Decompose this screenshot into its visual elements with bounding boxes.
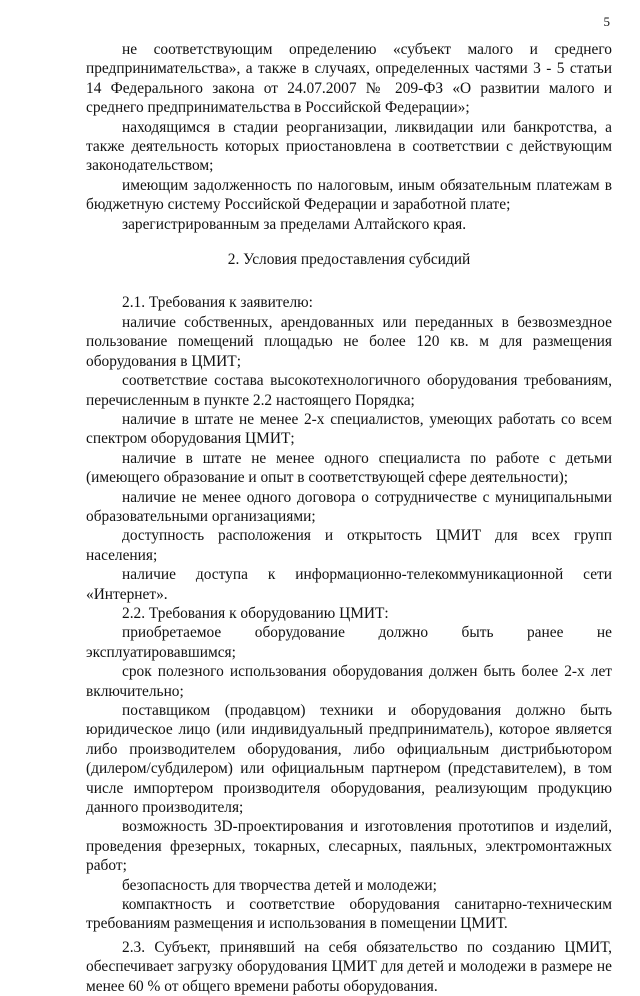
paragraph-reorganization: находящимся в стадии реорганизации, ликвидации или банкротства, а также деятельность которых приостановлена в соответствии с действующим законодательством; (86, 118, 612, 175)
equipment-new: приобретаемое оборудование должно быть ранее не эксплуатировавшимся; (86, 624, 612, 661)
equipment-compactness: компактность и соответствие оборудования санитарно-техническим требованиям размещения и использования в помещении ЦМИТ. (86, 896, 612, 933)
equipment-3d-capabilities: возможность 3D-проектирования и изготовления прототипов и изделий, проведения фрезерных, токарных, слесарных, паяльных, электромонтажных работ; (86, 818, 612, 875)
requirement-accessibility: доступность расположения и открытость ЦМИТ для всех групп населения; (86, 527, 612, 564)
paragraph-tax-debt: имеющим задолженность по налоговым, иным обязательным платежам в бюджетную систему Российской Федерации и заработной плате; (86, 176, 612, 214)
requirement-specialists: наличие в штате не менее 2-х специалистов, умеющих работать со всем спектром оборудования ЦМИТ; (86, 410, 612, 448)
requirement-child-specialist: наличие в штате не менее одного специалиста по работе с детьми (имеющего образование и опыт в соответствующей сфере деятельности); (86, 449, 612, 487)
equipment-safety: безопасность для творчества детей и молодежи; (122, 876, 437, 894)
subsection-2-1-title: 2.1. Требования к заявителю: (122, 294, 313, 312)
requirement-premises: наличие собственных, арендованных или переданных в безвозмездное пользование помещений площадью не более 120 кв. м для размещения оборудования в ЦМИТ; (86, 313, 612, 370)
equipment-service-life: срок полезного использования оборудования должен быть более 2-х лет включительно; (86, 663, 612, 700)
equipment-supplier: поставщиком (продавцом) техники и оборудования должно быть юридическое лицо (или индивидуальный предприниматель), которое является либо производителем оборудования, либо официальным дистрибьютором (дилером/субдилером) или официальным партнером (представителем), в том числе импортером производителя оборудования, реализующим продукцию данного производителя; (86, 702, 612, 817)
requirement-cooperation-agreement: наличие не менее одного договора о сотрудничестве с муниципальными образовательными организациями; (86, 488, 612, 525)
document-body (86, 40, 612, 996)
requirement-internet: наличие доступа к информационно-телекоммуникационной сети «Интернет». (86, 566, 612, 603)
subsection-2-3: 2.3. Субъект, принявший на себя обязательство по созданию ЦМИТ, обеспечивает загрузку оборудования ЦМИТ для детей и молодежи в размере не менее 60 % от общего времени работы оборудования. (86, 938, 612, 995)
section-heading: 2. Условия предоставления субсидий (227, 251, 471, 269)
requirement-equipment-composition: соответствие состава высокотехнологичного оборудования требованиям, перечисленным в пункте 2.2 настоящего Порядка; (86, 372, 612, 409)
paragraph-registered-outside: зарегистрированным за пределами Алтайского края. (122, 215, 467, 233)
page-number: 5 (603, 14, 610, 29)
paragraph-criteria-smsp: не соответствующим определению «субъект малого и среднего предпринимательства», а также в случаях, определенных частями 3 - 5 статьи 14 Федерального закона от 24.07.2007 № 209-ФЗ «О развитии малого и среднего предпринимательства в Российской Федерации»; (86, 41, 612, 117)
subsection-2-2-title: 2.2. Требования к оборудованию ЦМИТ: (122, 604, 389, 622)
